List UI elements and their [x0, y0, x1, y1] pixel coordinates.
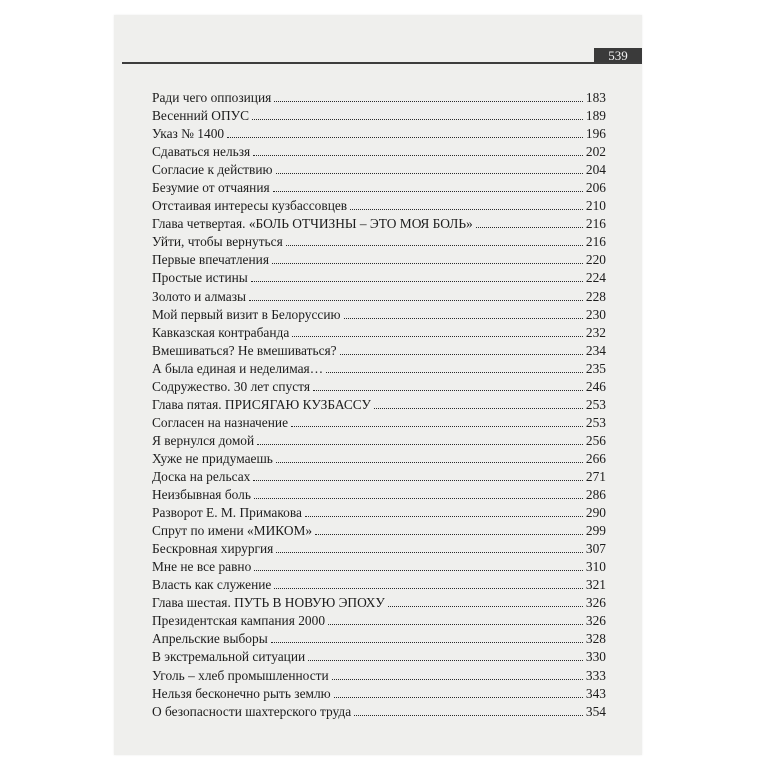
toc-entry-title: Власть как служение — [152, 577, 272, 593]
toc-entry-page: 210 — [585, 198, 606, 214]
toc-entry-page: 235 — [585, 360, 606, 376]
toc-entry-page: 232 — [585, 324, 606, 340]
toc-entry — [152, 505, 606, 523]
toc-entry-page: 354 — [585, 703, 606, 719]
toc-dot-leader — [227, 133, 583, 138]
toc-entry-title: Кавказская контрабанда — [152, 324, 290, 340]
toc-dot-leader — [326, 368, 583, 373]
toc-dot-leader — [257, 440, 583, 445]
toc-entry-title: Хуже не придумаешь — [152, 450, 273, 466]
toc-entry-page: 271 — [585, 468, 606, 484]
toc-entry-page: 333 — [585, 667, 606, 683]
toc-entry-title: Президентская кампания 2000 — [152, 613, 326, 629]
toc-dot-leader — [251, 277, 583, 282]
book-page — [114, 15, 642, 755]
toc-dot-leader — [315, 530, 583, 535]
toc-entry — [152, 613, 606, 631]
toc-dot-leader — [354, 711, 583, 716]
toc-entry-page: 290 — [585, 505, 606, 521]
toc-entry-title: Простые истины — [152, 270, 248, 286]
toc-entry — [152, 270, 606, 288]
toc-dot-leader — [272, 259, 583, 264]
toc-entry-page: 266 — [585, 450, 606, 466]
toc-entry-page: 286 — [585, 487, 606, 503]
toc-entry — [152, 216, 606, 234]
toc-entry — [152, 108, 606, 126]
table-of-contents — [152, 90, 606, 722]
toc-entry-page: 230 — [585, 306, 606, 322]
toc-dot-leader — [308, 656, 583, 661]
toc-entry-page: 228 — [585, 288, 606, 304]
toc-entry — [152, 704, 606, 722]
toc-dot-leader — [274, 97, 583, 102]
toc-entry-page: 328 — [585, 631, 606, 647]
toc-entry-title: Отстаивая интересы кузбассовцев — [152, 198, 348, 214]
toc-entry-page: 326 — [585, 595, 606, 611]
toc-entry-page: 307 — [585, 541, 606, 557]
toc-entry-page: 216 — [585, 234, 606, 250]
toc-entry-title: В экстремальной ситуации — [152, 649, 306, 665]
toc-entry-page: 253 — [585, 414, 606, 430]
toc-entry — [152, 361, 606, 379]
toc-dot-leader — [328, 620, 583, 625]
toc-entry-title: Ради чего оппозиция — [152, 90, 272, 105]
toc-entry-page: 330 — [585, 649, 606, 665]
toc-entry-title: Бескровная хирургия — [152, 541, 274, 557]
toc-entry — [152, 180, 606, 198]
toc-entry — [152, 577, 606, 595]
toc-entry-page: 299 — [585, 523, 606, 539]
toc-entry-title: А была единая и неделимая… — [152, 360, 324, 376]
toc-entry-page: 202 — [585, 144, 606, 160]
toc-entry-title: Золото и алмазы — [152, 288, 247, 304]
toc-entry-page: 343 — [585, 685, 606, 701]
toc-entry-title: Уголь – хлеб промышленности — [152, 667, 329, 683]
toc-entry-page: 256 — [585, 432, 606, 448]
toc-dot-leader — [388, 602, 583, 607]
toc-dot-leader — [374, 404, 583, 409]
toc-entry-page: 196 — [585, 126, 606, 142]
toc-dot-leader — [344, 314, 583, 319]
toc-entry-title: Содружество. 30 лет спустя — [152, 378, 311, 394]
toc-entry — [152, 469, 606, 487]
toc-dot-leader — [334, 693, 583, 698]
toc-entry-title: Разворот Е. М. Примакова — [152, 505, 302, 521]
toc-entry-title: Сдаваться нельзя — [152, 144, 251, 160]
toc-entry-page: 206 — [585, 180, 606, 196]
toc-entry-title: Я вернулся домой — [152, 432, 255, 448]
toc-entry — [152, 126, 606, 144]
toc-dot-leader — [305, 512, 583, 517]
toc-dot-leader — [292, 332, 583, 337]
toc-entry-title: Спрут по имени «МИКОМ» — [152, 523, 313, 539]
toc-dot-leader — [254, 566, 583, 571]
toc-entry — [152, 595, 606, 613]
toc-entry — [152, 397, 606, 415]
toc-entry — [152, 343, 606, 361]
toc-entry-page: 183 — [585, 90, 606, 105]
toc-entry — [152, 668, 606, 686]
toc-entry-title: Неизбывная боль — [152, 487, 251, 503]
toc-entry-title: Согласен на назначение — [152, 414, 289, 430]
toc-entry — [152, 198, 606, 216]
toc-entry-title: О безопасности шахтерского труда — [152, 703, 352, 719]
toc-dot-leader — [332, 675, 583, 680]
toc-entry-title: Безумие от отчаяния — [152, 180, 270, 196]
toc-dot-leader — [350, 205, 583, 210]
toc-dot-leader — [276, 548, 583, 553]
toc-entry-page: 204 — [585, 162, 606, 178]
toc-dot-leader — [252, 115, 583, 120]
toc-entry-title: Глава пятая. ПРИСЯГАЮ КУЗБАССУ — [152, 396, 372, 412]
toc-dot-leader — [476, 223, 583, 228]
toc-entry-page: 224 — [585, 270, 606, 286]
toc-dot-leader — [253, 151, 583, 156]
toc-entry — [152, 415, 606, 433]
toc-entry-page: 189 — [585, 108, 606, 124]
toc-dot-leader — [274, 584, 583, 589]
toc-entry — [152, 289, 606, 307]
toc-entry — [152, 144, 606, 162]
toc-entry — [152, 649, 606, 667]
toc-entry-title: Согласие к действию — [152, 162, 273, 178]
toc-entry-page: 321 — [585, 577, 606, 593]
toc-entry — [152, 379, 606, 397]
toc-entry — [152, 541, 606, 559]
toc-entry — [152, 433, 606, 451]
toc-entry-title: Мне не все равно — [152, 559, 252, 575]
toc-dot-leader — [291, 422, 583, 427]
toc-entry-page: 246 — [585, 378, 606, 394]
toc-entry-page: 220 — [585, 252, 606, 268]
toc-dot-leader — [276, 458, 583, 463]
toc-entry-page: 234 — [585, 342, 606, 358]
header-rule — [122, 62, 642, 64]
toc-entry — [152, 162, 606, 180]
toc-dot-leader — [271, 638, 583, 643]
toc-entry — [152, 234, 606, 252]
toc-entry — [152, 523, 606, 541]
toc-entry-title: Вмешиваться? Не вмешиваться? — [152, 342, 337, 358]
toc-entry-page: 310 — [585, 559, 606, 575]
toc-entry — [152, 686, 606, 704]
toc-entry-title: Весенний ОПУС — [152, 108, 250, 124]
toc-entry-title: Глава четвертая. «БОЛЬ ОТЧИЗНЫ – ЭТО МОЯ БОЛЬ» — [152, 216, 473, 232]
toc-entry-title: Указ № 1400 — [152, 126, 225, 142]
toc-entry — [152, 559, 606, 577]
toc-entry — [152, 487, 606, 505]
toc-entry-title: Первые впечатления — [152, 252, 269, 268]
toc-entry-title: Нельзя бесконечно рыть землю — [152, 685, 331, 701]
toc-entry — [152, 90, 606, 108]
toc-entry-title: Апрельские выборы — [152, 631, 268, 647]
toc-entry-title: Глава шестая. ПУТЬ В НОВУЮ ЭПОХУ — [152, 595, 385, 611]
page-number: 539 — [594, 48, 642, 64]
toc-entry — [152, 307, 606, 325]
toc-dot-leader — [276, 169, 583, 174]
toc-dot-leader — [273, 187, 583, 192]
toc-entry — [152, 631, 606, 649]
toc-dot-leader — [313, 386, 583, 391]
toc-entry-page: 326 — [585, 613, 606, 629]
toc-entry — [152, 451, 606, 469]
toc-entry-title: Уйти, чтобы вернуться — [152, 234, 283, 250]
toc-dot-leader — [253, 476, 583, 481]
toc-entry-title: Доска на рельсах — [152, 468, 251, 484]
toc-entry-page: 216 — [585, 216, 606, 232]
toc-entry-page: 253 — [585, 396, 606, 412]
toc-dot-leader — [254, 494, 583, 499]
toc-entry — [152, 252, 606, 270]
toc-dot-leader — [249, 296, 583, 301]
toc-dot-leader — [340, 350, 583, 355]
toc-entry — [152, 325, 606, 343]
toc-entry-title: Мой первый визит в Белоруссию — [152, 306, 341, 322]
toc-dot-leader — [286, 241, 583, 246]
